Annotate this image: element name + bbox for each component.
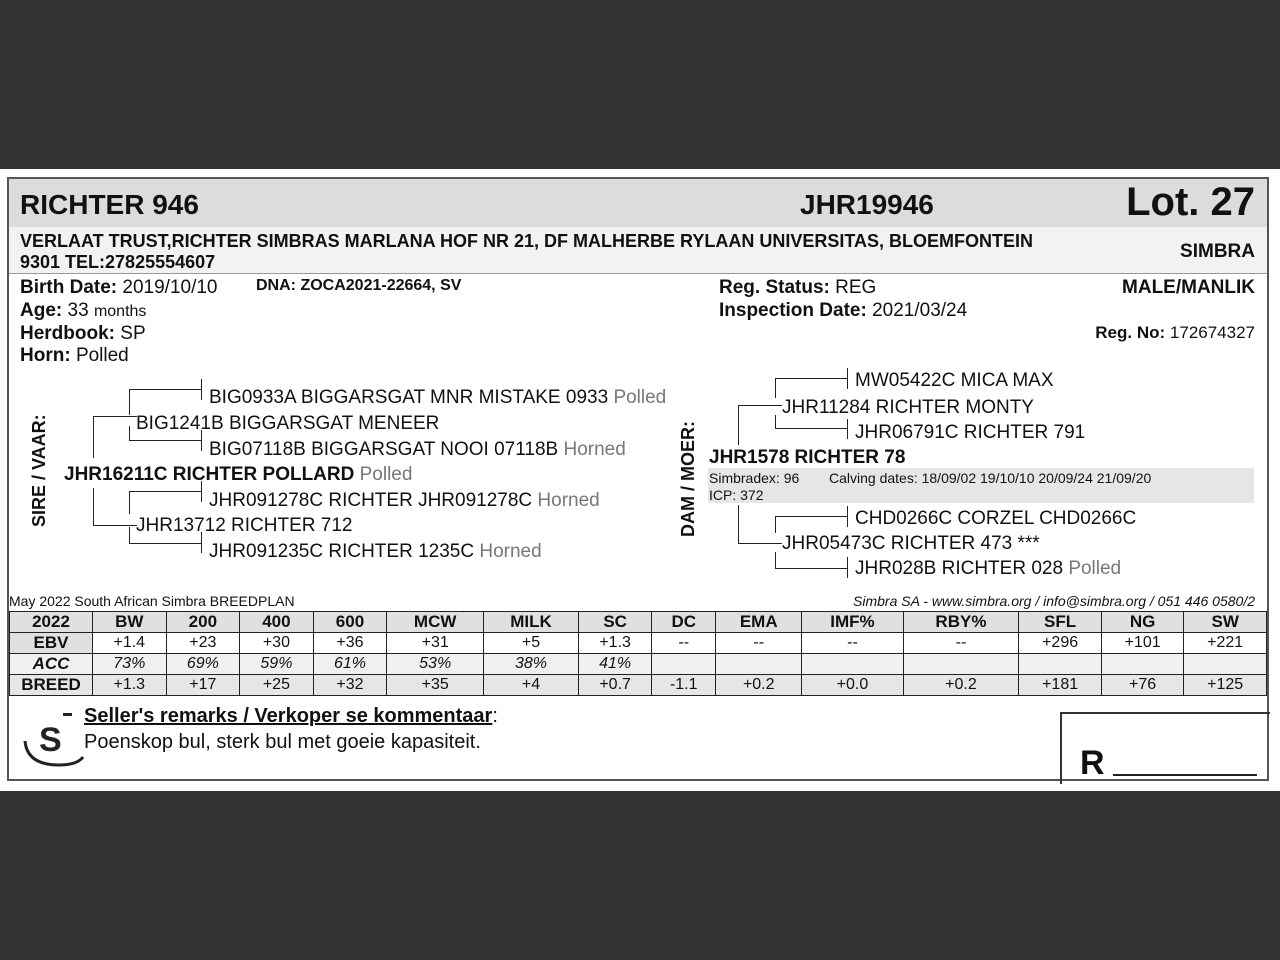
age: Age: 33 months xyxy=(20,300,147,321)
ebv-cell: +221 xyxy=(1184,633,1267,654)
sire-side-label: SIRE / VAAR: xyxy=(29,414,49,527)
breed-cell: +1.3 xyxy=(93,675,167,696)
price-currency: R xyxy=(1080,744,1105,782)
owner-bar xyxy=(9,227,1267,274)
breed-cell: +17 xyxy=(166,675,240,696)
col-header: EMA xyxy=(716,612,802,633)
herdbook: Herdbook: SP xyxy=(20,323,146,344)
sire-dam-dam: JHR091235C RICHTER 1235C Horned xyxy=(209,541,542,562)
col-header: SFL xyxy=(1019,612,1102,633)
dam-side-label: DAM / MOER: xyxy=(678,421,698,537)
ebv-cell: +30 xyxy=(240,633,314,654)
icp: ICP: 372 xyxy=(709,487,764,503)
ebv-cell: +23 xyxy=(166,633,240,654)
birth-date: Birth Date: 2019/10/10 xyxy=(20,277,218,298)
sire: JHR16211C RICHTER POLLARD Polled xyxy=(64,464,413,485)
owner-line-2: 9301 TEL:27825554607 xyxy=(20,252,216,272)
acc-cell xyxy=(802,654,903,675)
ebv-cell: +36 xyxy=(313,633,387,654)
header-bar xyxy=(9,179,1267,228)
dam: JHR1578 RICHTER 78 xyxy=(709,447,906,468)
col-header: 200 xyxy=(166,612,240,633)
ebv-cell: -- xyxy=(903,633,1019,654)
ebv-cell: +31 xyxy=(387,633,484,654)
dam-sire-sire: MW05422C MICA MAX xyxy=(855,370,1054,391)
ebv-year: 2022 xyxy=(10,612,93,633)
reg-status: Reg. Status: REG xyxy=(719,277,877,298)
breed-label: SIMBRA xyxy=(1180,241,1255,262)
ebv-cell: +296 xyxy=(1019,633,1102,654)
acc-cell: 73% xyxy=(93,654,167,675)
breed-row xyxy=(10,675,1267,696)
acc-cell xyxy=(903,654,1019,675)
remarks-heading: Seller's remarks / Verkoper se kommentaar: xyxy=(84,705,498,727)
dam-dam-dam: JHR028B RICHTER 028 Polled xyxy=(855,558,1122,579)
acc-cell xyxy=(1019,654,1102,675)
breed-cell: +0.2 xyxy=(903,675,1019,696)
acc-cell xyxy=(1101,654,1184,675)
price-line[interactable] xyxy=(1113,774,1257,776)
col-header: RBY% xyxy=(903,612,1019,633)
col-header: DC xyxy=(652,612,716,633)
ebv-cell: +1.4 xyxy=(93,633,167,654)
ebv-cell: -- xyxy=(652,633,716,654)
animal-name: RICHTER 946 xyxy=(20,189,199,220)
breed-cell: -1.1 xyxy=(652,675,716,696)
horn-status: Horn: Polled xyxy=(20,345,129,366)
inspection-date: Inspection Date: 2021/03/24 xyxy=(719,300,968,321)
acc-cell: 59% xyxy=(240,654,314,675)
col-header: 600 xyxy=(313,612,387,633)
col-header: SC xyxy=(578,612,652,633)
sire-dam: JHR13712 RICHTER 712 xyxy=(136,515,353,536)
col-header: IMF% xyxy=(802,612,903,633)
simbradex: Simbradex: 96 xyxy=(709,470,800,486)
ebv-cell: -- xyxy=(802,633,903,654)
sire-sire: BIG1241B BIGGARSGAT MENEER xyxy=(136,413,440,434)
dam-dam-sire: CHD0266C CORZEL CHD0266C xyxy=(855,508,1137,529)
animal-id: JHR19946 xyxy=(800,189,934,220)
ebv-cell: +5 xyxy=(484,633,579,654)
col-header: MILK xyxy=(484,612,579,633)
breed-cell: +125 xyxy=(1184,675,1267,696)
col-header: NG xyxy=(1101,612,1184,633)
reg-number: Reg. No: 172674327 xyxy=(1095,323,1255,342)
calving-dates: Calving dates: 18/09/02 19/10/10 20/09/24 21/09/20 xyxy=(829,470,1152,486)
dam-sire-dam: JHR06791C RICHTER 791 xyxy=(855,422,1086,443)
acc-row xyxy=(10,654,1267,675)
ebv-header-row xyxy=(10,612,1267,633)
dam-dam: JHR05473C RICHTER 473 *** xyxy=(782,533,1040,554)
dna-info: DNA: ZOCA2021-22664, SV xyxy=(256,277,462,294)
col-header: BW xyxy=(93,612,167,633)
col-header: MCW xyxy=(387,612,484,633)
breedplan-contact: Simbra SA - www.simbra.org / info@simbra.org / 051 446 0580/2 xyxy=(853,593,1255,609)
acc-cell: 69% xyxy=(166,654,240,675)
acc-cell xyxy=(1184,654,1267,675)
col-header: 400 xyxy=(240,612,314,633)
price-box xyxy=(1060,712,1270,784)
breed-cell: +0.2 xyxy=(716,675,802,696)
owner-line-1: VERLAAT TRUST,RICHTER SIMBRAS MARLANA HOF NR 21, DF MALHERBE RYLAAN UNIVERSITAS, BLOEMFONTEIN xyxy=(20,231,1034,251)
logo-letter: S xyxy=(39,721,62,759)
sex: MALE/MANLIK xyxy=(1122,277,1255,298)
remarks-text: Poenskop bul, sterk bul met goeie kapasiteit. xyxy=(84,731,481,753)
breed-cell: +32 xyxy=(313,675,387,696)
acc-cell: 53% xyxy=(387,654,484,675)
row-label: BREED xyxy=(10,675,93,696)
row-label: EBV xyxy=(10,633,93,654)
acc-cell xyxy=(652,654,716,675)
breed-cell: +76 xyxy=(1101,675,1184,696)
row-label: ACC xyxy=(10,654,93,675)
ebv-cell: -- xyxy=(716,633,802,654)
sire-sire-sire: BIG0933A BIGGARSGAT MNR MISTAKE 0933 Polled xyxy=(209,387,667,408)
breed-cell: +4 xyxy=(484,675,579,696)
ebv-cell: +1.3 xyxy=(578,633,652,654)
catalog-page xyxy=(0,169,1280,791)
breed-cell: +35 xyxy=(387,675,484,696)
sire-sire-dam: BIG07118B BIGGARSGAT NOOI 07118B Horned xyxy=(209,439,626,460)
dam-performance-box xyxy=(708,468,1254,503)
acc-cell: 41% xyxy=(578,654,652,675)
acc-cell xyxy=(716,654,802,675)
sire-dam-sire: JHR091278C RICHTER JHR091278C Horned xyxy=(209,490,600,511)
ebv-row xyxy=(10,633,1267,654)
simbra-logo-icon xyxy=(19,707,85,769)
acc-cell: 61% xyxy=(313,654,387,675)
lot-number: Lot. 27 xyxy=(1126,180,1255,224)
acc-cell: 38% xyxy=(484,654,579,675)
dam-sire: JHR11284 RICHTER MONTY xyxy=(782,397,1034,418)
breedplan-source: May 2022 South African Simbra BREEDPLAN xyxy=(9,593,295,609)
ebv-table xyxy=(9,611,1267,696)
col-header: SW xyxy=(1184,612,1267,633)
lot-card xyxy=(7,177,1269,781)
ebv-cell: +101 xyxy=(1101,633,1184,654)
breed-cell: +0.7 xyxy=(578,675,652,696)
breed-cell: +25 xyxy=(240,675,314,696)
breed-cell: +181 xyxy=(1019,675,1102,696)
breed-cell: +0.0 xyxy=(802,675,903,696)
